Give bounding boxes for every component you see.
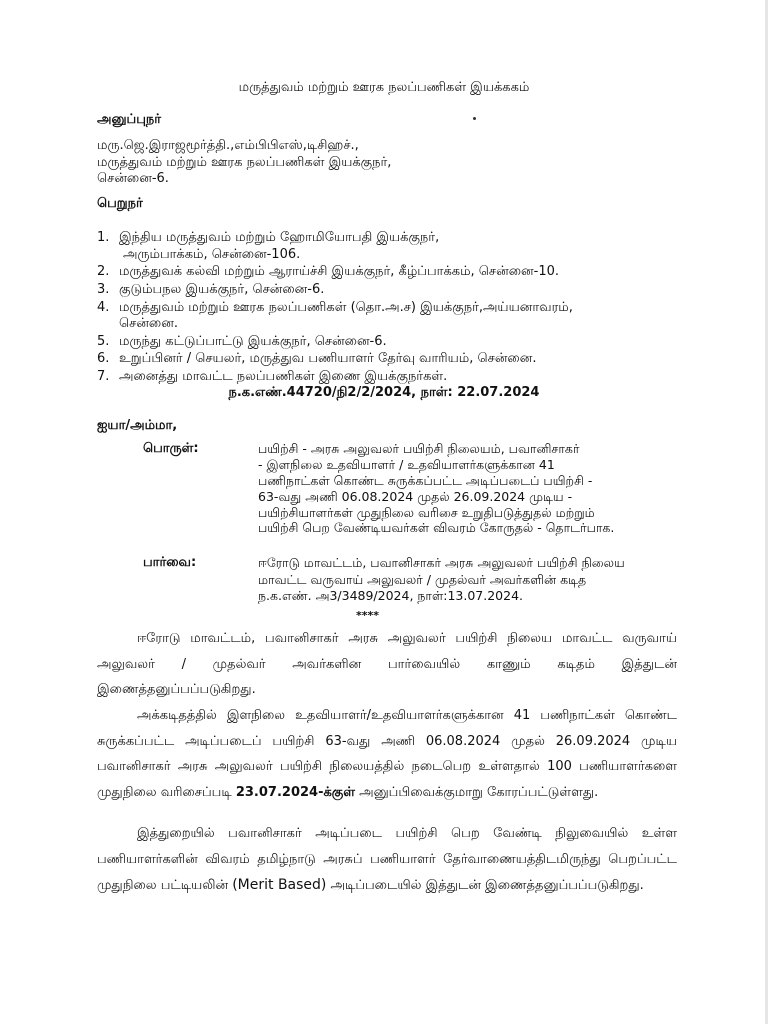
recipient-line: சென்னை.	[119, 316, 178, 332]
paragraph-1-text: ஈரோடு மாவட்டம், பவானிசாகர் அரசு அலுவலர் பயிற்சி நிலைய மாவட்ட வருவாய் அலுவலர் / முதல்வர் அவர்களின பார்வையில் காணும் கடிதம் இத்துடன் இணைத்தனுப்பப்படுகிறது.	[97, 631, 677, 698]
recipient-list	[97, 230, 697, 387]
sender-line: மருத்துவம் மற்றும் ஊரக நலப்பணிகள் இயக்குநர்,	[97, 154, 392, 170]
recipient-number: 7.	[97, 369, 110, 384]
subject-line: 63-வது அணி 06.08.2024 முதல் 26.09.2024 முடிய -	[258, 488, 573, 504]
recipient-line: அனைத்து மாவட்ட நலப்பணிகள் இணை இயக்குநர்கள்.	[119, 369, 448, 384]
sender-line: சென்னை-6.	[97, 171, 169, 187]
recipient-line: குடும்பநல இயக்குநர், சென்னை-6.	[119, 281, 325, 297]
paragraph-2-tail: அனுப்பிவைக்குமாறு கோரப்பட்டுள்ளது.	[359, 785, 599, 801]
paragraph-2	[97, 703, 677, 806]
subject-text	[258, 441, 678, 536]
separator: ****	[356, 609, 380, 622]
reference-label: பார்வை:	[143, 555, 197, 570]
sender-label: அனுப்புநர்	[97, 112, 162, 127]
office-title: மருத்துவம் மற்றும் ஊரக நலப்பணிகள் இயக்ககம்	[238, 80, 530, 95]
recipient-line: அரும்பாக்கம், சென்னை-106.	[123, 246, 301, 262]
paragraph-1	[97, 626, 677, 703]
subject-line: பயிற்சி - அரசு அலுவலர் பயிற்சி நிலையம், பவானிசாகர்	[258, 441, 580, 456]
subject-label: பொருள்:	[143, 441, 199, 456]
deadline-date: 23.07.2024-க்குள்	[235, 785, 356, 801]
recipient-number: 1.	[97, 230, 110, 245]
recipient-number: 3.	[97, 281, 110, 297]
merit-based-text: (Merit Based)	[232, 877, 327, 894]
subject-line: - இளநிலை உதவியாளர் / உதவியாளர்களுக்கான 41	[258, 456, 555, 472]
sender-line: மரு.ஜெ.இராஜமூர்த்தி.,எம்பிபிஎஸ்,டிசிஹச்.,	[97, 138, 359, 153]
recipient-item	[97, 351, 697, 368]
recipient-line: மருந்து கட்டுப்பாட்டு இயக்குநர், சென்னை-6.	[119, 333, 387, 349]
recipient-line: மருத்துவம் மற்றும் ஊரக நலப்பணிகள் (தொ.அ.ச) இயக்குநர்,அய்யனாவரம்,	[119, 299, 573, 315]
recipient-label: பெறுநர்	[97, 196, 143, 211]
recipient-item	[97, 300, 697, 333]
paragraph-2-text: அக்கடிதத்தில் இளநிலை உதவியாளர்/உதவியாளர்களுக்கான 41 பணிநாட்கள் கொண்ட சுருக்கப்பட்ட அடிப்படைப் பயிற்சி 63-வது அணி 06.08.2024 முதல் 26.09.2024 முடிய பவானிசாகர் அரசு அலுவலர் பயிற்சி நிலையத்தில் நடைபெற உள்ளதால் 100 பணியாளர்களை முதுநிலை வரிசைப்படி	[97, 708, 677, 801]
recipient-item	[97, 282, 697, 299]
sender-block	[97, 138, 657, 188]
reference-line: மாவட்ட வருவாய் அலுவலர் / முதல்வர் அவர்களின் கடித	[258, 571, 587, 587]
recipient-item	[97, 369, 697, 386]
subject-line: பயிற்சி பெற வேண்டியவர்கள் விவரம் கோருதல் - தொடர்பாக.	[258, 520, 615, 536]
recipient-number: 4.	[97, 299, 110, 315]
recipient-number: 2.	[97, 264, 110, 280]
subject-line: பயிற்சியாளர்கள் முதுநிலை வரிசை உறுதிபடுத்துதல் மற்றும்	[258, 504, 595, 520]
salutation: ஐயா/அம்மா,	[97, 418, 178, 433]
recipient-line: இந்திய மருத்துவம் மற்றும் ஹோமியோபதி இயக்குநர்,	[119, 230, 440, 245]
recipient-number: 6.	[97, 351, 110, 367]
reference-number: ந.க.எண்.44720/நி2/2/2024, நாள்: 22.07.2024	[228, 385, 540, 400]
recipient-item	[97, 264, 697, 281]
reference-line: ந.க.எண். அ3/3489/2024, நாள்:13.07.2024.	[258, 588, 523, 603]
reference-text	[258, 555, 678, 605]
recipient-item	[97, 230, 697, 263]
reference-line: ஈரோடு மாவட்டம், பவானிசாகர் அரசு அலுவலர் பயிற்சி நிலைய	[258, 555, 625, 570]
paragraph-3-text: இத்துறையில் பவானிசாகர் அடிப்படை பயிற்சி பெற வேண்டி நிலுவையில் உள்ள பணியாளர்களின் விவரம் தமிழ்நாடு அரசுப் பணியாளர் தேர்வாணையத்திடமிருந்து பெறப்பட்ட முதுநிலை பட்டியலின்	[97, 826, 677, 894]
paragraph-3-tail: அடிப்படையில் இத்துடன் இணைத்தனுப்பப்படுகிறது.	[330, 878, 644, 894]
recipient-line: மருத்துவக் கல்வி மற்றும் ஆராய்ச்சி இயக்குநர், கீழ்ப்பாக்கம், சென்னை-10.	[119, 264, 559, 280]
scan-mark	[473, 117, 476, 120]
recipient-item	[97, 334, 697, 351]
recipient-number: 5.	[97, 333, 110, 349]
subject-line: பணிநாட்கள் கொண்ட சுருக்கப்பட்ட அடிப்படைப் பயிற்சி -	[258, 472, 593, 488]
recipient-line: உறுப்பினர் / செயலர், மருத்துவ பணியாளர் தேர்வு வாரியம், சென்னை.	[119, 351, 537, 367]
paragraph-3	[97, 821, 677, 900]
